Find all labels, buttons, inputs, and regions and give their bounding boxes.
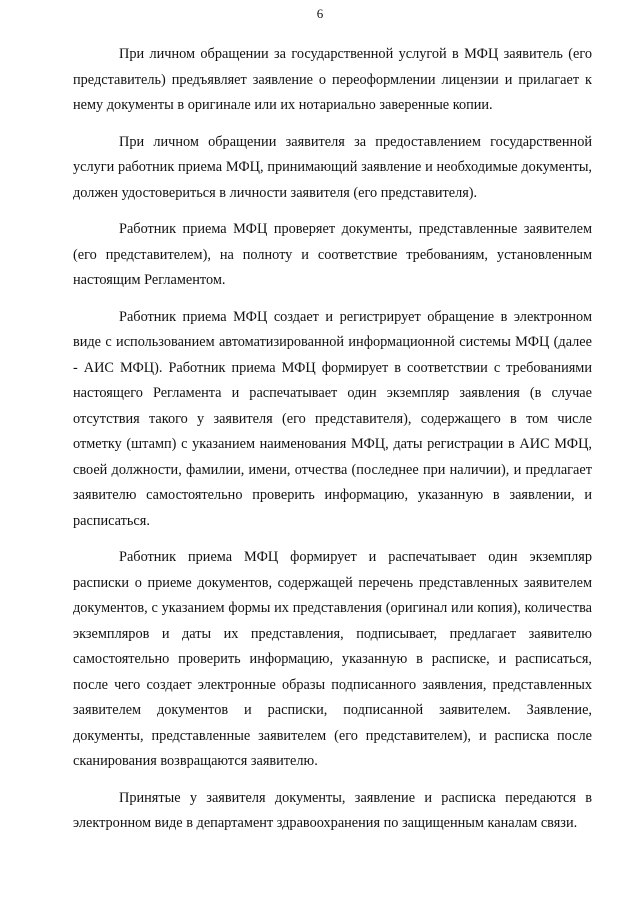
paragraph-6: Принятые у заявителя документы, заявление и расписка передаются в электронном виде в департамент здравоохранения по защищенным каналам связи. <box>73 789 592 831</box>
paragraph-3: Работник приема МФЦ проверяет документы, представленные заявителем (его представителем), на полноту и соответствие требованиям, установленным настоящим Регламентом. <box>73 221 592 288</box>
paragraph-4: Работник приема МФЦ создает и регистрирует обращение в электронном виде с использованием автоматизированной информационной системы МФЦ (далее - АИС МФЦ). Работник приема МФЦ формирует в соответствии с требованиями настоящего Регламента и распечатывает один экземпляр заявления (в случае отсутствия такого у заявителя (его представителя), содержащего в том числе отметку (штамп) с указанием наименования МФЦ, даты регистрации в АИС МФЦ, своей должности, фамилии, имени, отчества (последнее при наличии), и предлагает заявителю самостоятельно проверить информацию, указанную в заявлении, и расписаться. <box>73 308 592 529</box>
page-number: 6 <box>316 6 324 21</box>
document-body <box>73 42 592 837</box>
paragraph-2: При личном обращении заявителя за предоставлением государственной услуги работник приема МФЦ, принимающий заявление и необходимые документы, должен удостовериться в личности заявителя (его представителя). <box>73 133 592 201</box>
paragraph-1: При личном обращении за государственной услугой в МФЦ заявитель (его представитель) предъявляет заявление о переоформлении лицензии и прилагает к нему документы в оригинале или их нотариально заверенные копии. <box>73 46 592 113</box>
paragraph-5: Работник приема МФЦ формирует и распечатывает один экземпляр расписки о приеме документов, содержащей перечень представленных заявителем документов, с указанием формы их представления (оригинал или копия), количества экземпляров и даты их представления, подписывает, предлагает заявителю самостоятельно проверить информацию, указанную в расписке, и расписаться, после чего создает электронные образы подписанного заявления, представленных заявителем документов и расписки, подписанной заявителем. Заявление, документы, представленные заявителем (его представителем), и расписка после сканирования возвращаются заявителю. <box>73 549 592 769</box>
